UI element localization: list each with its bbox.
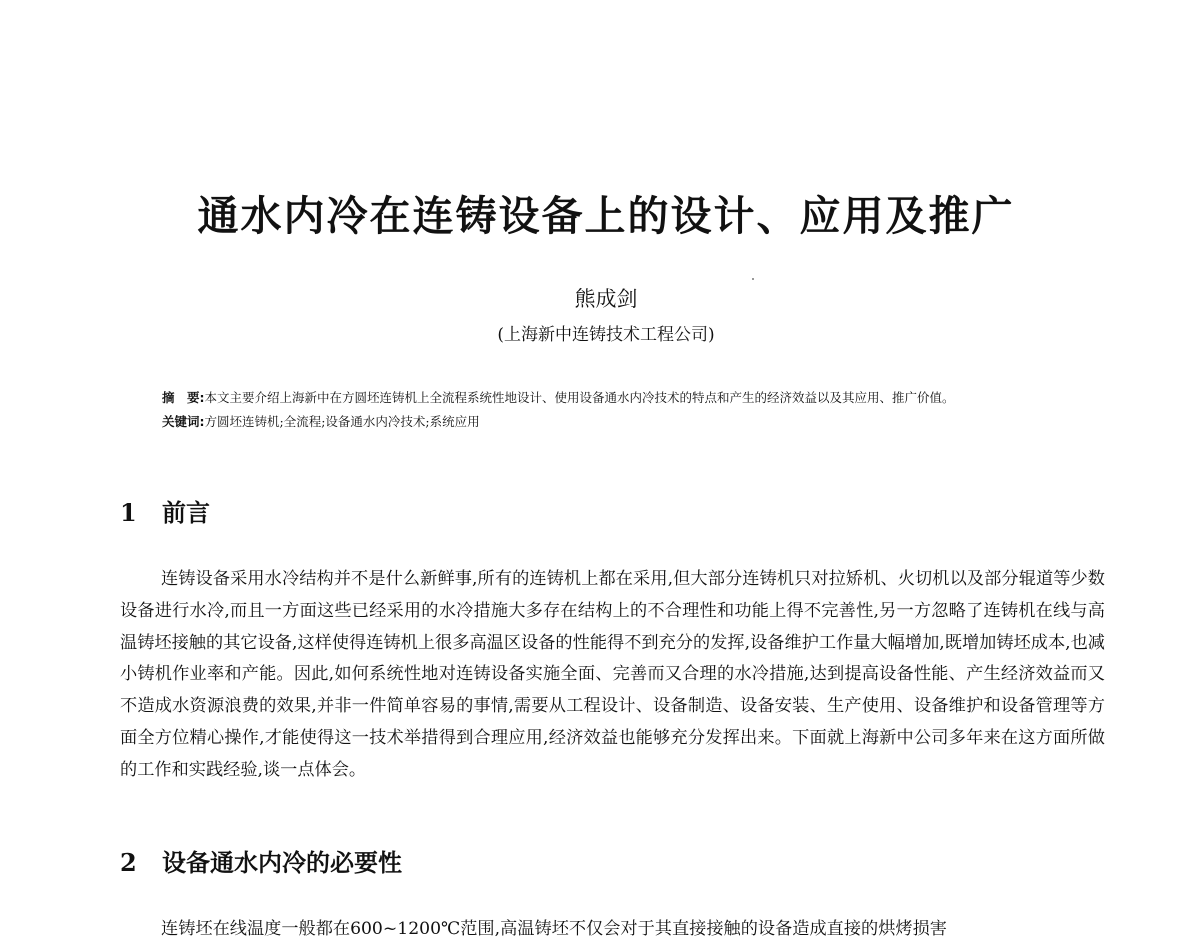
author-affiliation: (上海新中连铸技术工程公司): [497, 325, 715, 345]
author-name: 熊成剑: [574, 287, 638, 311]
section-title: 前言: [162, 499, 210, 527]
section-number: 1: [120, 498, 137, 527]
section-heading-1: [120, 496, 210, 530]
section-number: 2: [120, 848, 137, 877]
section-1-paragraph: 连铸设备采用水冷结构并不是什么新鲜事,所有的连铸机上都在采用,但大部分连铸机只对拉矫机、火切机以及部分辊道等少数设备进行水冷,而且一方面这些已经采用的水冷措施大多存在结构上的不合理性和功能上得不完善性,另一方忽略了连铸机在线与高温铸坯接触的其它设备,这样使得连铸机上很多高温区设备的性能得不到充分的发挥,设备维护工作量大幅增加,既增加铸坯成本,也减小铸机作业率和产能。因此,如何系统性地对连铸设备实施全面、完善而又合理的水冷措施,达到提高设备性能、产生经济效益而又不造成水资源浪费的效果,并非一件简单容易的事情,需要从工程设计、设备制造、设备安装、生产使用、设备维护和设备管理等方面全方位精心操作,才能使得这一技术举措得到合理应用,经济效益也能够充分发挥出来。下面就上海新中公司多年来在这方面所做的工作和实践经验,谈一点体会。: [120, 569, 1105, 780]
abstract-text: 本文主要介绍上海新中在方圆坯连铸机上全流程系统性地设计、使用设备通水内冷技术的特点和产生的经济效益以及其应用、推广价值。: [204, 390, 955, 405]
section-2-paragraph: 连铸坯在线温度一般都在600~1200℃范围,高温铸坯不仅会对于其直接接触的设备造成直接的烘烤损害: [161, 919, 947, 939]
keywords-label: 关键词:: [162, 414, 205, 429]
section-heading-2: [120, 846, 402, 880]
scan-speck: [752, 278, 754, 280]
abstract-block: [162, 386, 1077, 434]
paper-title: 通水内冷在连铸设备上的设计、应用及推广: [197, 192, 1015, 240]
keywords-text: 方圆坯连铸机;全流程;设备通水内冷技术;系统应用: [204, 414, 480, 429]
abstract-label: 摘 要:: [162, 390, 205, 405]
section-title: 设备通水内冷的必要性: [162, 849, 402, 877]
abstract-paragraph: [162, 386, 1077, 410]
keywords-paragraph: [162, 410, 1077, 434]
